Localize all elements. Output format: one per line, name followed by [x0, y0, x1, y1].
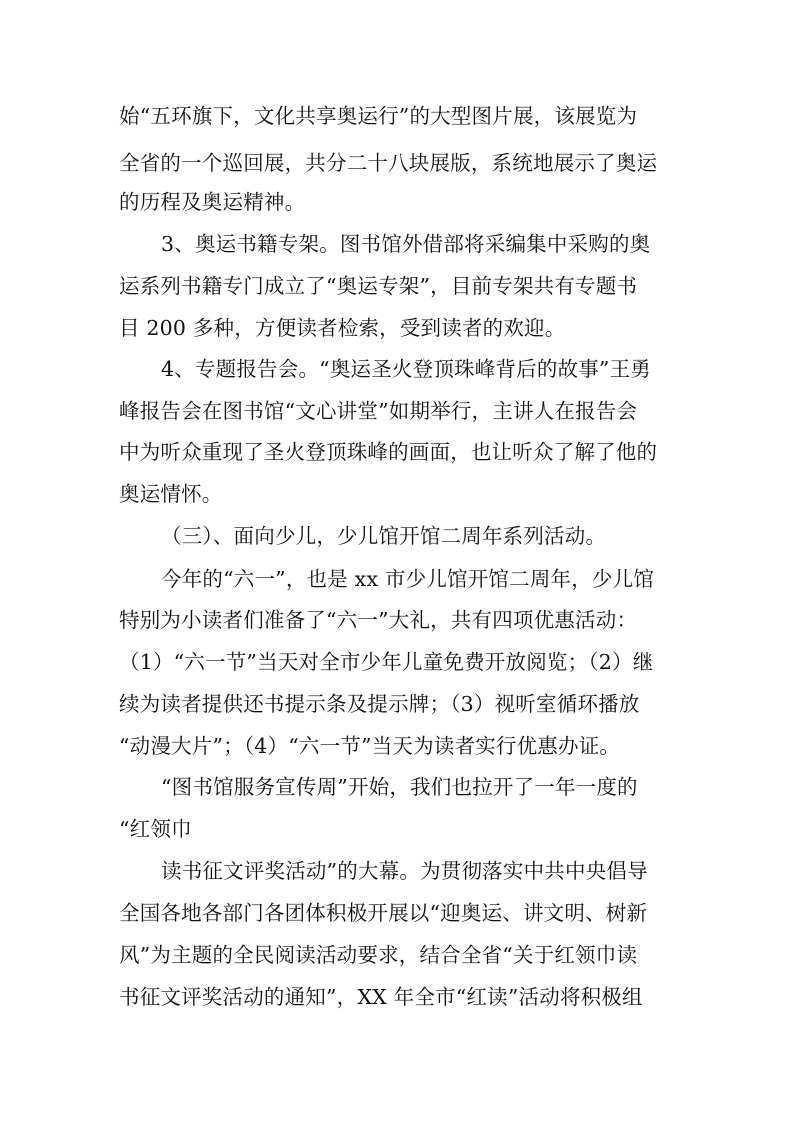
text-line: “红领巾 [119, 817, 192, 841]
text-line: 运系列书籍专门成立了“奥运专架”，目前专架共有专题书 [119, 274, 638, 298]
text-line: “图书馆服务宣传周”开始，我们也拉开了一年一度的 [161, 775, 638, 799]
text-line: 目 200 多种，方便读者检索，受到读者的欢迎。 [119, 316, 566, 340]
text-line: 奥运情怀。 [119, 482, 223, 506]
text-line: 全国各地各部门各团体积极开展以“迎奥运、讲文明、树新 [119, 901, 648, 925]
text-line: 续为读者提供还书提示条及提示牌；（3）视听室循环播放 [119, 692, 640, 716]
text-line: “动漫大片”；（4）“六一节”当天为读者实行优惠办证。 [119, 734, 621, 758]
text-line: （1）“六一节”当天对全市少年儿童免费开放阅览；（2）继 [119, 650, 654, 674]
text-line: 风”为主题的全民阅读活动要求，结合全省“关于红领巾读 [119, 943, 638, 967]
text-line: 峰报告会在图书馆“文心讲堂”如期举行，主讲人在报告会 [119, 399, 638, 423]
text-line: 3、奥运书籍专架。图书馆外借部将采编集中采购的奥 [161, 232, 651, 256]
text-line: 中为听众重现了圣火登顶珠峰的画面，也让听众了解了他的 [119, 440, 658, 464]
text-line: 的历程及奥运精神。 [119, 190, 306, 214]
text-line: 特别为小读者们准备了“六一”大礼，共有四项优惠活动： [119, 608, 638, 632]
section-heading: （三）、面向少儿，少儿馆开馆二周年系列活动。 [161, 524, 607, 548]
text-line: 4、专题报告会。“奥运圣火登顶珠峰背后的故事”王勇 [161, 357, 652, 381]
text-line: 书征文评奖活动的通知”，XX 年全市“红读”活动将积极组 [119, 985, 643, 1009]
text-line: 今年的“六一”，也是 xx 市少儿馆开馆二周年，少儿馆 [161, 567, 655, 591]
text-line: 读书征文评奖活动”的大幕。为贯彻落实中共中央倡导 [161, 859, 648, 883]
text-line: 全省的一个巡回展，共分二十八块展版，系统地展示了奥运 [119, 151, 658, 175]
text-line: 始“五环旗下，文化共享奥运行”的大型图片展，该展览为 [119, 104, 638, 128]
